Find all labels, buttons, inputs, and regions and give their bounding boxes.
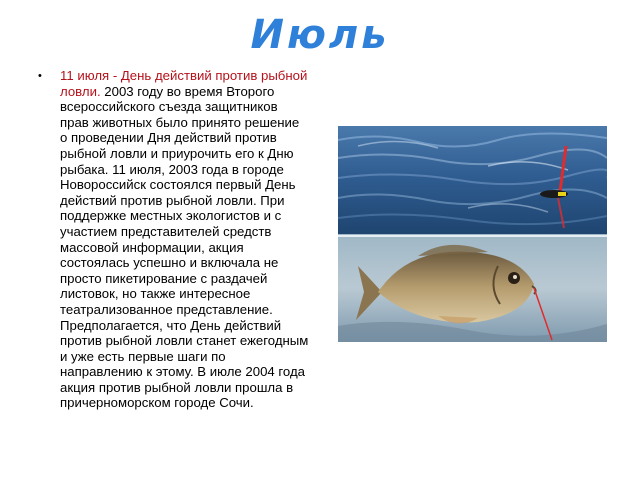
water-surface-panel [338,126,607,234]
fishing-photo [338,126,607,342]
slide-title: Июль [250,12,390,58]
list-item [38,68,310,411]
bullet-list [38,68,310,411]
bullet-marker: • [38,70,42,82]
bullet-body-text: 2003 году во время Второго всероссийского съезда защитников прав животных было принято решение о проведении Дня действий против рыбной ловли и приурочить его к Дню рыбака. 11 июля, 2003 года в городе Новороссийск состоялся первый День действий против рыбной ловли. При поддержке местных экологистов и с участием представителей средств массовой информации, акция состоялась успешно и включала не просто пикетирование с раздачей листовок, но также интересное театрализованное представление. Предполагается, что День действий против рыбной ловли станет ежегодным и уже есть первые шаги по направлению к этому. В июле 2004 года акция против рыбной ловли прошла в причерноморском городе Сочи. [60,83,309,411]
bullet-lead-text: 11 июля - День действий против рыбной ловли. [60,68,308,99]
